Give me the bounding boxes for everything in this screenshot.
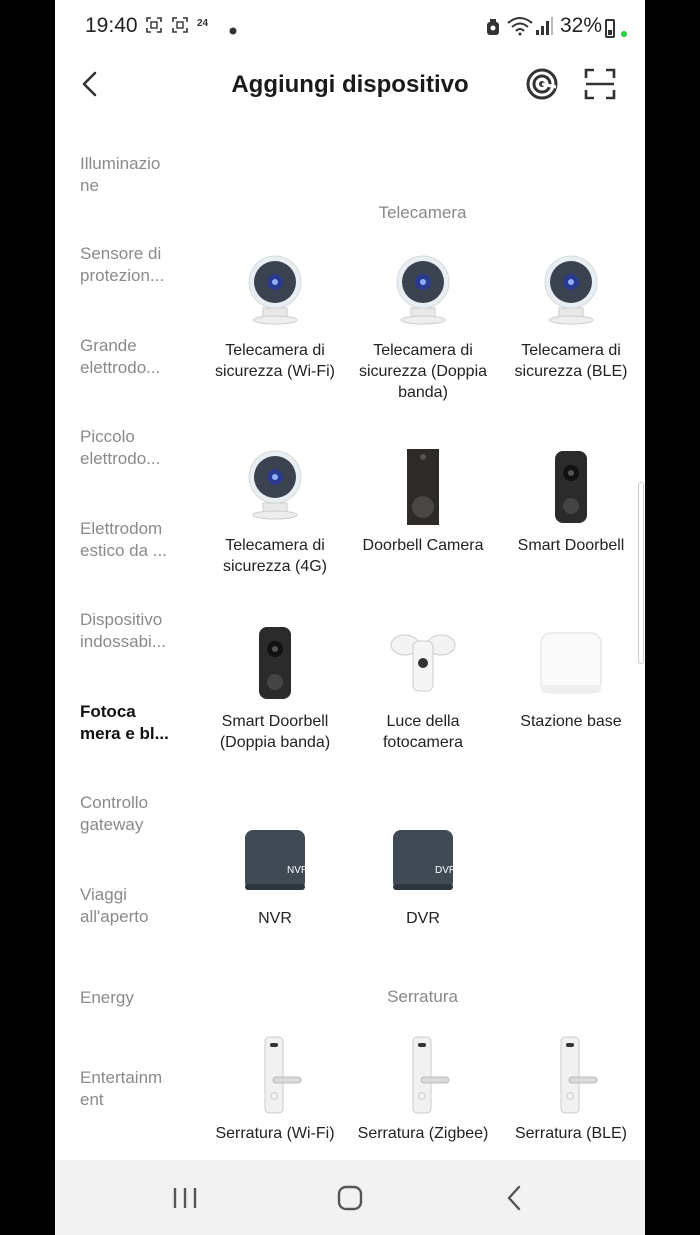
tv-badge-icon bbox=[197, 18, 208, 29]
wifi-icon bbox=[507, 16, 533, 40]
device-label: DVR bbox=[406, 910, 440, 927]
base-station-icon bbox=[531, 623, 611, 703]
page-title: Aggiungi dispositivo bbox=[231, 71, 469, 98]
nvr-icon bbox=[235, 820, 315, 900]
sidebar-item-illuminazione[interactable]: Illuminazio ne bbox=[80, 154, 161, 195]
recent-apps-icon bbox=[165, 1182, 205, 1214]
battery-percentage: 32% bbox=[560, 14, 603, 37]
doorbell-camera-icon bbox=[383, 447, 463, 527]
dvr-icon bbox=[383, 820, 463, 900]
section-title-serratura: Serratura bbox=[387, 987, 458, 1006]
recent-apps-button[interactable] bbox=[165, 1182, 205, 1214]
section-title-telecamera: Telecamera bbox=[378, 203, 467, 222]
device-label: Telecamera di sicurezza (Wi-Fi) bbox=[215, 342, 335, 380]
sidebar-item-controllo-gateway[interactable]: Controllo gateway bbox=[80, 793, 149, 834]
dot-icon bbox=[229, 22, 237, 39]
home-icon bbox=[330, 1182, 370, 1214]
home-button[interactable] bbox=[330, 1182, 370, 1214]
alarm-icon bbox=[485, 18, 501, 40]
sidebar-item-entertainment[interactable]: Entertainm ent bbox=[80, 1068, 163, 1109]
system-nav-bar bbox=[55, 1160, 645, 1235]
floodlight-camera-icon bbox=[383, 623, 463, 703]
sidebar-item-grande-elettrodomestico[interactable]: Grande elettrodo... bbox=[80, 336, 161, 377]
door-lock-icon bbox=[235, 1035, 315, 1115]
security-camera-icon bbox=[383, 252, 463, 332]
device-label: Smart Doorbell bbox=[517, 537, 625, 554]
qr-scan-button[interactable] bbox=[583, 67, 617, 101]
device-grid bbox=[215, 125, 645, 1160]
tv-badge-text: 24 bbox=[197, 18, 209, 29]
device-label: Serratura (Zigbee) bbox=[357, 1125, 489, 1142]
device-label: NVR bbox=[258, 910, 292, 927]
chevron-left-icon bbox=[495, 1182, 535, 1214]
device-label: Stazione base bbox=[520, 713, 622, 730]
sidebar-item-elettrodomestico-cucina[interactable]: Elettrodom estico da ... bbox=[80, 519, 167, 560]
device-label: Smart Doorbell (Doppia banda) bbox=[219, 713, 331, 751]
door-lock-icon bbox=[531, 1035, 611, 1115]
device-label: Telecamera di sicurezza (BLE) bbox=[514, 342, 628, 380]
device-label: Luce della fotocamera bbox=[382, 713, 464, 751]
sidebar-item-sensore[interactable]: Sensore di protezion... bbox=[80, 244, 165, 285]
smart-doorbell-icon bbox=[531, 447, 611, 527]
sidebar-item-dispositivo-indossabile[interactable]: Dispositivo indossabi... bbox=[80, 610, 166, 651]
device-label: Serratura (BLE) bbox=[514, 1125, 628, 1142]
sidebar-item-fotocamera[interactable]: Fotoca mera e bl... bbox=[80, 702, 169, 743]
device-label: Serratura (Wi-Fi) bbox=[215, 1125, 335, 1142]
screenshot-icon bbox=[171, 16, 189, 38]
sidebar-item-piccolo-elettrodomestico[interactable]: Piccolo elettrodo... bbox=[80, 427, 161, 468]
dot-icon bbox=[621, 31, 627, 37]
dvr-badge: DVR bbox=[435, 865, 457, 876]
nvr-badge: NVR bbox=[287, 865, 309, 876]
security-camera-icon bbox=[235, 252, 315, 332]
scan-icon bbox=[583, 67, 617, 101]
screenshot-icon bbox=[145, 16, 163, 38]
status-time: 19:40 bbox=[85, 14, 138, 37]
device-label: Telecamera di sicurezza (4G) bbox=[222, 537, 328, 575]
app-bar bbox=[55, 55, 645, 125]
scrollbar[interactable] bbox=[638, 482, 644, 664]
status-bar bbox=[55, 0, 645, 55]
auto-scan-button[interactable] bbox=[525, 67, 559, 101]
sidebar-item-viaggi[interactable]: Viaggi all'aperto bbox=[80, 885, 149, 926]
security-camera-icon bbox=[531, 252, 611, 332]
door-lock-icon bbox=[383, 1035, 463, 1115]
device-label: Telecamera di sicurezza (Doppia banda) bbox=[358, 342, 488, 401]
signal-icon bbox=[535, 16, 553, 40]
phone-screen bbox=[55, 0, 645, 1235]
radar-scan-icon bbox=[525, 67, 559, 101]
battery-icon bbox=[605, 19, 615, 38]
system-back-button[interactable] bbox=[495, 1182, 535, 1214]
device-label: Doorbell Camera bbox=[362, 537, 484, 554]
category-sidebar bbox=[55, 125, 215, 1160]
smart-doorbell-icon bbox=[235, 623, 315, 703]
security-camera-icon bbox=[235, 447, 315, 527]
sidebar-item-energy[interactable]: Energy bbox=[80, 988, 134, 1007]
